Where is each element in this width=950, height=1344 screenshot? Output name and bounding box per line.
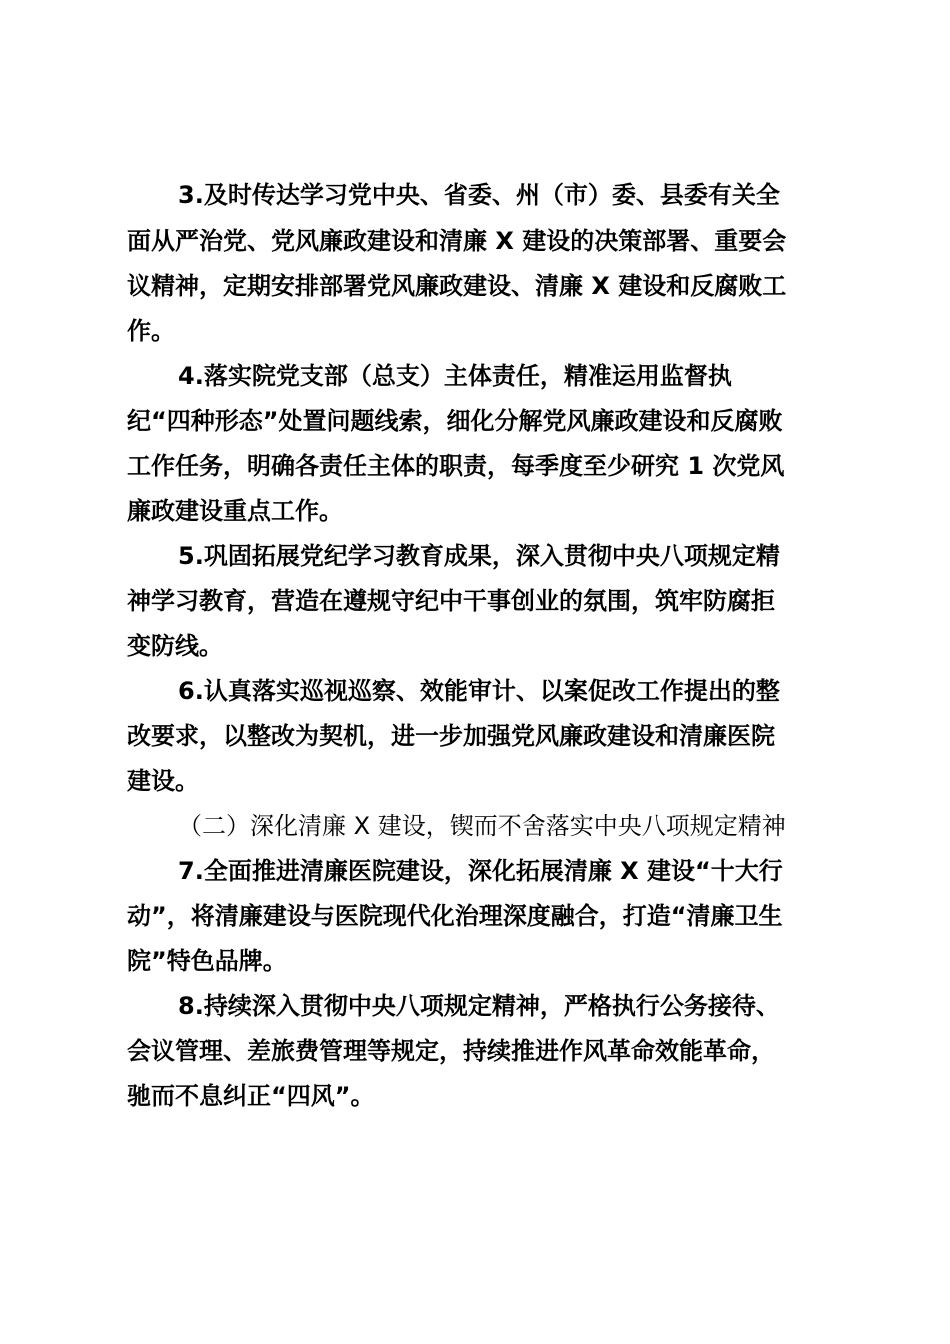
paragraph-4-line-3: 工作任务，明确各责任主体的职责，每季度至少研究 1 次党风 [127, 452, 785, 480]
paragraph-6-line-2: 改要求，以整改为契机，进一步加强党风廉政建设和清廉医院 [127, 722, 775, 750]
paragraph-8-line-2: 会议管理、差旅费管理等规定，持续推进作风革命效能革命， [127, 1037, 775, 1065]
paragraph-4-line-1: 4.落实院党支部（总支）主体责任，精准运用监督执 [178, 362, 732, 390]
paragraph-5-line-3: 变防线。 [127, 632, 223, 660]
paragraph-6-line-1: 6.认真落实巡视巡察、效能审计、以案促改工作提出的整 [178, 677, 780, 705]
paragraph-3-line-4: 作。 [127, 317, 175, 345]
paragraph-3-line-3: 议精神，定期安排部署党风廉政建设、清廉 X 建设和反腐败工 [127, 272, 787, 300]
paragraph-6-line-3: 建设。 [127, 767, 199, 795]
paragraph-7-line-3: 院”特色品牌。 [127, 947, 287, 975]
paragraph-4-line-4: 廉政建设重点工作。 [127, 497, 343, 525]
paragraph-7-line-1: 7.全面推进清廉医院建设，深化拓展清廉 X 建设“十大行 [178, 857, 783, 885]
paragraph-8-line-3: 驰而不息纠正“四风”。 [127, 1082, 375, 1110]
section-heading: （二）深化清廉 X 建设，锲而不舍落实中央八项规定精神 [178, 812, 786, 840]
paragraph-8-line-1: 8.持续深入贯彻中央八项规定精神，严格执行公务接待、 [178, 992, 780, 1020]
paragraph-7-line-2: 动”，将清廉建设与医院现代化治理深度融合，打造“清廉卫生 [127, 902, 783, 930]
paragraph-4-line-2: 纪“四种形态”处置问题线索，细化分解党风廉政建设和反腐败 [127, 407, 783, 435]
paragraph-5-line-2: 神学习教育，营造在遵规守纪中干事创业的氛围，筑牢防腐拒 [127, 587, 775, 615]
paragraph-5-line-1: 5.巩固拓展党纪学习教育成果，深入贯彻中央八项规定精 [178, 542, 780, 570]
paragraph-3-line-1: 3.及时传达学习党中央、省委、州（市）委、县委有关全 [178, 181, 780, 209]
paragraph-3-line-2: 面从严治党、党风廉政建设和清廉 X 建设的决策部署、重要会 [127, 227, 787, 255]
